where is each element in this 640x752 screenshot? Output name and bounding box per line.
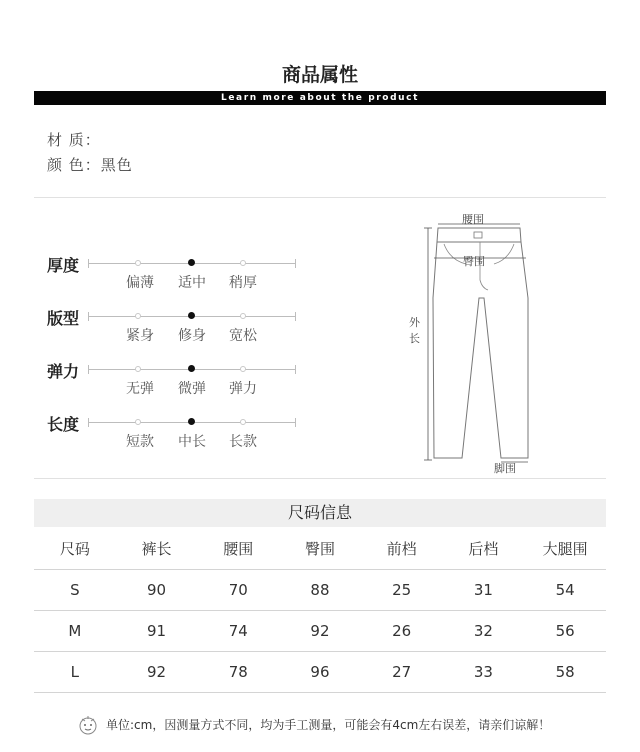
table-cell: 54 [524,569,606,610]
table-cell: 70 [197,569,279,610]
table-cell: 31 [443,569,525,610]
pants-outline-icon [400,208,560,478]
table-header-row [34,529,606,569]
table-row [34,569,606,610]
table-cell: 88 [279,569,361,610]
scale-option: 弹力 [229,381,257,397]
cartoon-face-icon [76,714,100,736]
scale-tick [88,418,89,427]
scale-option: 稍厚 [229,275,257,291]
table-cell: 32 [443,610,525,651]
table-header: 大腿围 [542,540,588,559]
table-cell: 25 [361,569,443,610]
scale-tick [88,365,89,374]
table-cell: 96 [279,651,361,692]
table-header: 裤长 [141,540,172,559]
attribute-label: 颜 色： [47,156,101,174]
scale-option: 宽松 [229,328,257,344]
scale-dot-selected [188,312,195,319]
table-cell: 92 [116,651,198,692]
table-cell: 78 [197,651,279,692]
scale-tick [295,259,296,268]
scale-dot [240,366,246,372]
attribute-color [47,154,133,175]
scale-option: 偏薄 [126,275,154,291]
scale-dot [240,419,246,425]
table-row [34,610,606,651]
table-cell: 27 [361,651,443,692]
section-subtitle-bar: Learn more about the product [34,91,606,105]
scale-option: 无弹 [126,381,154,397]
measurement-note: 单位:cm，因测量方式不同，均为手工测量，可能会有4cm左右误差，请亲们谅解！ [106,718,551,732]
attribute-material [47,129,101,150]
scale-dot [135,419,141,425]
table-cell: M [34,610,116,651]
hip-label: 臀围 [463,255,485,268]
scale-tick [88,312,89,321]
scale-option: 短款 [126,434,154,450]
divider [34,197,606,198]
table-cell: 58 [524,651,606,692]
table-cell: 74 [197,610,279,651]
outer-length-label: 外 [409,316,420,329]
table-header: 尺码 [59,540,90,559]
scale-dot-selected [188,365,195,372]
scale-dot [135,313,141,319]
scale-option: 中长 [178,434,206,450]
scale-dot [135,260,141,266]
divider [34,478,606,479]
section-title: 商品属性 [281,64,358,86]
scale-dot [135,366,141,372]
table-row [34,651,606,692]
attribute-label: 材 质： [47,131,101,149]
leg-opening-label: 脚围 [494,462,516,475]
table-header: 前档 [386,540,417,559]
scale-label: 弹力 [47,362,80,381]
scale-option: 修身 [178,328,206,344]
scale-option: 长款 [229,434,257,450]
scale-label: 版型 [47,309,80,328]
scale-option: 微弹 [178,381,206,397]
waist-label: 腰围 [462,213,484,226]
scale-tick [295,365,296,374]
table-header: 腰围 [223,540,254,559]
table-cell: S [34,569,116,610]
scale-option: 紧身 [126,328,154,344]
table-header: 臀围 [304,540,335,559]
scale-tick [88,259,89,268]
size-table-title: 尺码信息 [34,499,606,527]
scale-label: 长度 [47,415,80,434]
scale-label: 厚度 [47,256,80,275]
table-cell: 92 [279,610,361,651]
scale-dot-selected [188,259,195,266]
table-cell: 56 [524,610,606,651]
scale-dot [240,260,246,266]
pants-diagram [400,208,560,482]
table-cell: L [34,651,116,692]
scale-tick [295,418,296,427]
table-cell: 33 [443,651,525,692]
attribute-value: 黑色 [100,156,133,174]
outer-length-label: 长 [409,332,420,345]
scale-dot-selected [188,418,195,425]
scale-tick [295,312,296,321]
size-table [34,529,606,693]
table-cell: 91 [116,610,198,651]
scale-dot [240,313,246,319]
table-cell: 90 [116,569,198,610]
scale-option: 适中 [178,275,206,291]
table-header: 后档 [468,540,499,559]
table-cell: 26 [361,610,443,651]
